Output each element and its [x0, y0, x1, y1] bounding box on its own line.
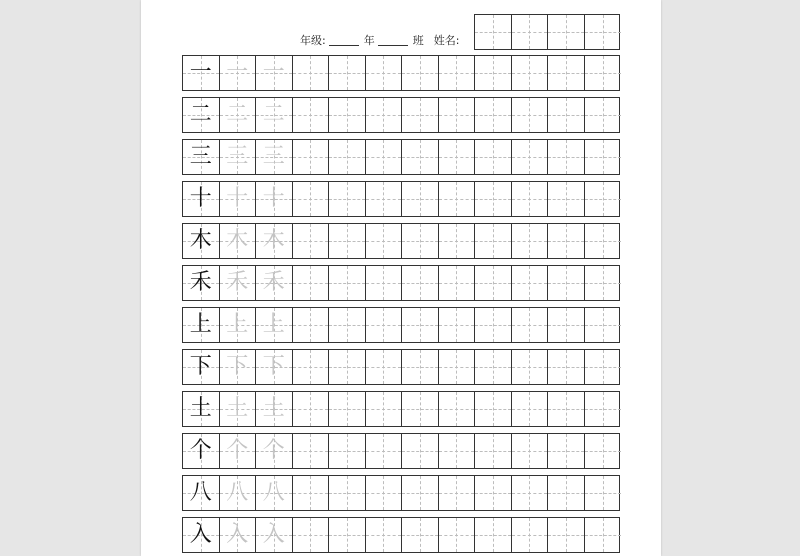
- trace-character: 禾: [262, 270, 285, 295]
- model-char-cell: [183, 392, 220, 426]
- practice-cell[interactable]: [293, 98, 330, 132]
- practice-cell[interactable]: [366, 182, 403, 216]
- model-char-cell: [183, 224, 220, 258]
- practice-cell[interactable]: [366, 350, 403, 384]
- practice-cell[interactable]: [293, 434, 330, 468]
- practice-cell[interactable]: [512, 266, 549, 300]
- trace-char-cell[interactable]: [220, 56, 257, 90]
- practice-cell[interactable]: [548, 434, 585, 468]
- trace-char-cell[interactable]: [256, 182, 293, 216]
- model-char-cell: [183, 518, 220, 552]
- model-character: 一: [189, 60, 212, 85]
- practice-cell[interactable]: [475, 350, 512, 384]
- practice-cell[interactable]: [402, 518, 439, 552]
- practice-row: [182, 97, 620, 133]
- practice-cell[interactable]: [548, 518, 585, 552]
- name-label: 姓名:: [433, 34, 460, 47]
- model-character: 二: [189, 102, 212, 127]
- trace-character: 一: [262, 60, 285, 85]
- practice-cell[interactable]: [439, 434, 476, 468]
- name-cell[interactable]: [512, 15, 549, 49]
- trace-character: 一: [226, 60, 249, 85]
- practice-cell[interactable]: [548, 266, 585, 300]
- model-char-cell: [183, 98, 220, 132]
- practice-cell[interactable]: [293, 350, 330, 384]
- practice-cell[interactable]: [512, 224, 549, 258]
- year-label: 年: [363, 34, 375, 47]
- model-char-cell: [183, 140, 220, 174]
- practice-cell[interactable]: [548, 350, 585, 384]
- practice-cell[interactable]: [366, 140, 403, 174]
- trace-character: 二: [226, 102, 249, 127]
- trace-char-cell[interactable]: [256, 224, 293, 258]
- trace-character: 三: [226, 144, 249, 169]
- practice-row: [182, 517, 620, 553]
- practice-cell[interactable]: [475, 56, 512, 90]
- trace-char-cell[interactable]: [220, 266, 257, 300]
- model-char-cell: [183, 182, 220, 216]
- practice-cell[interactable]: [475, 476, 512, 510]
- practice-cell[interactable]: [475, 140, 512, 174]
- practice-cell[interactable]: [439, 392, 476, 426]
- practice-cell[interactable]: [548, 56, 585, 90]
- practice-cell[interactable]: [585, 518, 622, 552]
- practice-cell[interactable]: [329, 224, 366, 258]
- practice-cell[interactable]: [475, 182, 512, 216]
- practice-cell[interactable]: [512, 308, 549, 342]
- model-character: 上: [189, 312, 212, 337]
- practice-cell[interactable]: [439, 182, 476, 216]
- practice-cell[interactable]: [366, 434, 403, 468]
- practice-cell[interactable]: [329, 476, 366, 510]
- class-label: 班: [412, 34, 424, 47]
- practice-cell[interactable]: [475, 266, 512, 300]
- name-cell[interactable]: [585, 15, 622, 49]
- practice-cell[interactable]: [512, 98, 549, 132]
- trace-char-cell[interactable]: [220, 224, 257, 258]
- trace-char-cell[interactable]: [220, 182, 257, 216]
- name-cell[interactable]: [548, 15, 585, 49]
- practice-cell[interactable]: [475, 392, 512, 426]
- practice-cell[interactable]: [585, 182, 622, 216]
- practice-cell[interactable]: [475, 308, 512, 342]
- trace-char-cell[interactable]: [256, 98, 293, 132]
- practice-cell[interactable]: [512, 350, 549, 384]
- practice-cell[interactable]: [402, 308, 439, 342]
- trace-char-cell[interactable]: [256, 266, 293, 300]
- practice-cell[interactable]: [329, 266, 366, 300]
- practice-cell[interactable]: [585, 434, 622, 468]
- trace-char-cell[interactable]: [220, 98, 257, 132]
- trace-char-cell[interactable]: [256, 392, 293, 426]
- practice-cell[interactable]: [329, 392, 366, 426]
- model-char-cell: [183, 476, 220, 510]
- trace-character: 土: [226, 396, 249, 421]
- practice-cell[interactable]: [475, 434, 512, 468]
- practice-row: [182, 55, 620, 91]
- trace-character: 个: [226, 438, 249, 463]
- practice-cell[interactable]: [402, 182, 439, 216]
- trace-character: 十: [226, 186, 249, 211]
- trace-character: 二: [262, 102, 285, 127]
- grade-label: 年级:: [300, 34, 326, 47]
- grade-blank[interactable]: [329, 35, 359, 46]
- trace-char-cell[interactable]: [220, 476, 257, 510]
- practice-cell[interactable]: [475, 224, 512, 258]
- trace-character: 下: [226, 354, 249, 379]
- practice-cell[interactable]: [548, 140, 585, 174]
- model-character: 三: [189, 144, 212, 169]
- practice-cell[interactable]: [439, 266, 476, 300]
- practice-cell[interactable]: [439, 350, 476, 384]
- trace-char-cell[interactable]: [256, 140, 293, 174]
- practice-row: [182, 181, 620, 217]
- trace-char-cell[interactable]: [256, 518, 293, 552]
- practice-cell[interactable]: [439, 518, 476, 552]
- practice-cell[interactable]: [512, 392, 549, 426]
- practice-cell[interactable]: [366, 518, 403, 552]
- practice-cell[interactable]: [366, 392, 403, 426]
- practice-cell[interactable]: [548, 98, 585, 132]
- practice-cell[interactable]: [512, 434, 549, 468]
- practice-row: [182, 475, 620, 511]
- practice-cell[interactable]: [475, 518, 512, 552]
- practice-cell[interactable]: [512, 182, 549, 216]
- name-cell[interactable]: [475, 15, 512, 49]
- trace-character: 上: [262, 312, 285, 337]
- practice-cell[interactable]: [293, 56, 330, 90]
- practice-cell[interactable]: [439, 140, 476, 174]
- trace-char-cell[interactable]: [256, 476, 293, 510]
- model-char-cell: [183, 434, 220, 468]
- practice-row: [182, 433, 620, 469]
- practice-cell[interactable]: [548, 476, 585, 510]
- practice-cell[interactable]: [329, 308, 366, 342]
- practice-cell[interactable]: [585, 476, 622, 510]
- practice-cell[interactable]: [402, 224, 439, 258]
- practice-cell[interactable]: [329, 434, 366, 468]
- practice-cell[interactable]: [439, 308, 476, 342]
- practice-cell[interactable]: [439, 224, 476, 258]
- model-character: 土: [189, 396, 212, 421]
- model-character: 木: [189, 228, 212, 253]
- practice-cell[interactable]: [512, 476, 549, 510]
- practice-cell[interactable]: [293, 392, 330, 426]
- practice-cell[interactable]: [402, 98, 439, 132]
- model-character: 禾: [189, 270, 212, 295]
- practice-cell[interactable]: [402, 392, 439, 426]
- practice-cell[interactable]: [512, 56, 549, 90]
- trace-character: 八: [262, 480, 285, 505]
- practice-row: [182, 139, 620, 175]
- name-writing-box[interactable]: [474, 14, 620, 50]
- trace-character: 入: [226, 522, 249, 547]
- trace-char-cell[interactable]: [220, 350, 257, 384]
- practice-cell[interactable]: [293, 308, 330, 342]
- practice-cell[interactable]: [329, 56, 366, 90]
- trace-character: 木: [262, 228, 285, 253]
- practice-row: [182, 223, 620, 259]
- class-blank[interactable]: [378, 35, 408, 46]
- trace-character: 八: [226, 480, 249, 505]
- trace-char-cell[interactable]: [256, 56, 293, 90]
- practice-row: [182, 349, 620, 385]
- model-character: 八: [189, 480, 212, 505]
- practice-cell[interactable]: [402, 350, 439, 384]
- trace-character: 十: [262, 186, 285, 211]
- practice-row: [182, 307, 620, 343]
- practice-cell[interactable]: [512, 518, 549, 552]
- practice-cell[interactable]: [439, 476, 476, 510]
- trace-character: 上: [226, 312, 249, 337]
- practice-cell[interactable]: [293, 182, 330, 216]
- model-char-cell: [183, 56, 220, 90]
- practice-cell[interactable]: [439, 98, 476, 132]
- practice-cell[interactable]: [512, 140, 549, 174]
- practice-cell[interactable]: [366, 56, 403, 90]
- practice-cell[interactable]: [548, 392, 585, 426]
- trace-char-cell[interactable]: [220, 518, 257, 552]
- model-character: 个: [189, 438, 212, 463]
- model-char-cell: [183, 350, 220, 384]
- practice-row: [182, 391, 620, 427]
- practice-cell[interactable]: [329, 140, 366, 174]
- practice-cell[interactable]: [402, 434, 439, 468]
- practice-row: [182, 265, 620, 301]
- practice-cell[interactable]: [293, 266, 330, 300]
- model-char-cell: [183, 308, 220, 342]
- trace-character: 木: [226, 228, 249, 253]
- trace-char-cell[interactable]: [220, 140, 257, 174]
- practice-cell[interactable]: [548, 308, 585, 342]
- practice-cell[interactable]: [366, 476, 403, 510]
- trace-char-cell[interactable]: [256, 350, 293, 384]
- practice-cell[interactable]: [329, 182, 366, 216]
- model-character: 下: [189, 354, 212, 379]
- practice-cell[interactable]: [585, 350, 622, 384]
- student-info-line: [300, 33, 459, 47]
- practice-cell[interactable]: [402, 476, 439, 510]
- trace-char-cell[interactable]: [256, 308, 293, 342]
- trace-char-cell[interactable]: [220, 434, 257, 468]
- practice-cell[interactable]: [366, 266, 403, 300]
- model-character: 十: [189, 186, 212, 211]
- practice-cell[interactable]: [293, 224, 330, 258]
- trace-char-cell[interactable]: [220, 392, 257, 426]
- practice-cell[interactable]: [366, 308, 403, 342]
- trace-character: 三: [262, 144, 285, 169]
- practice-cell[interactable]: [585, 140, 622, 174]
- practice-cell[interactable]: [585, 392, 622, 426]
- practice-cell[interactable]: [585, 224, 622, 258]
- practice-cell[interactable]: [329, 518, 366, 552]
- trace-character: 入: [262, 522, 285, 547]
- practice-cell[interactable]: [293, 518, 330, 552]
- trace-character: 个: [262, 438, 285, 463]
- practice-cell[interactable]: [475, 98, 512, 132]
- practice-cell[interactable]: [366, 98, 403, 132]
- model-character: 入: [189, 522, 212, 547]
- practice-cell[interactable]: [293, 476, 330, 510]
- practice-cell[interactable]: [585, 98, 622, 132]
- practice-cell[interactable]: [402, 266, 439, 300]
- trace-char-cell[interactable]: [256, 434, 293, 468]
- trace-character: 禾: [226, 270, 249, 295]
- practice-cell[interactable]: [585, 308, 622, 342]
- practice-cell[interactable]: [439, 56, 476, 90]
- practice-cell[interactable]: [585, 56, 622, 90]
- practice-cell[interactable]: [402, 140, 439, 174]
- practice-cell[interactable]: [366, 224, 403, 258]
- practice-cell[interactable]: [402, 56, 439, 90]
- practice-cell[interactable]: [329, 350, 366, 384]
- practice-cell[interactable]: [548, 182, 585, 216]
- practice-cell[interactable]: [548, 224, 585, 258]
- trace-char-cell[interactable]: [220, 308, 257, 342]
- practice-cell[interactable]: [293, 140, 330, 174]
- trace-character: 土: [262, 396, 285, 421]
- trace-character: 下: [262, 354, 285, 379]
- practice-cell[interactable]: [329, 98, 366, 132]
- model-char-cell: [183, 266, 220, 300]
- practice-cell[interactable]: [585, 266, 622, 300]
